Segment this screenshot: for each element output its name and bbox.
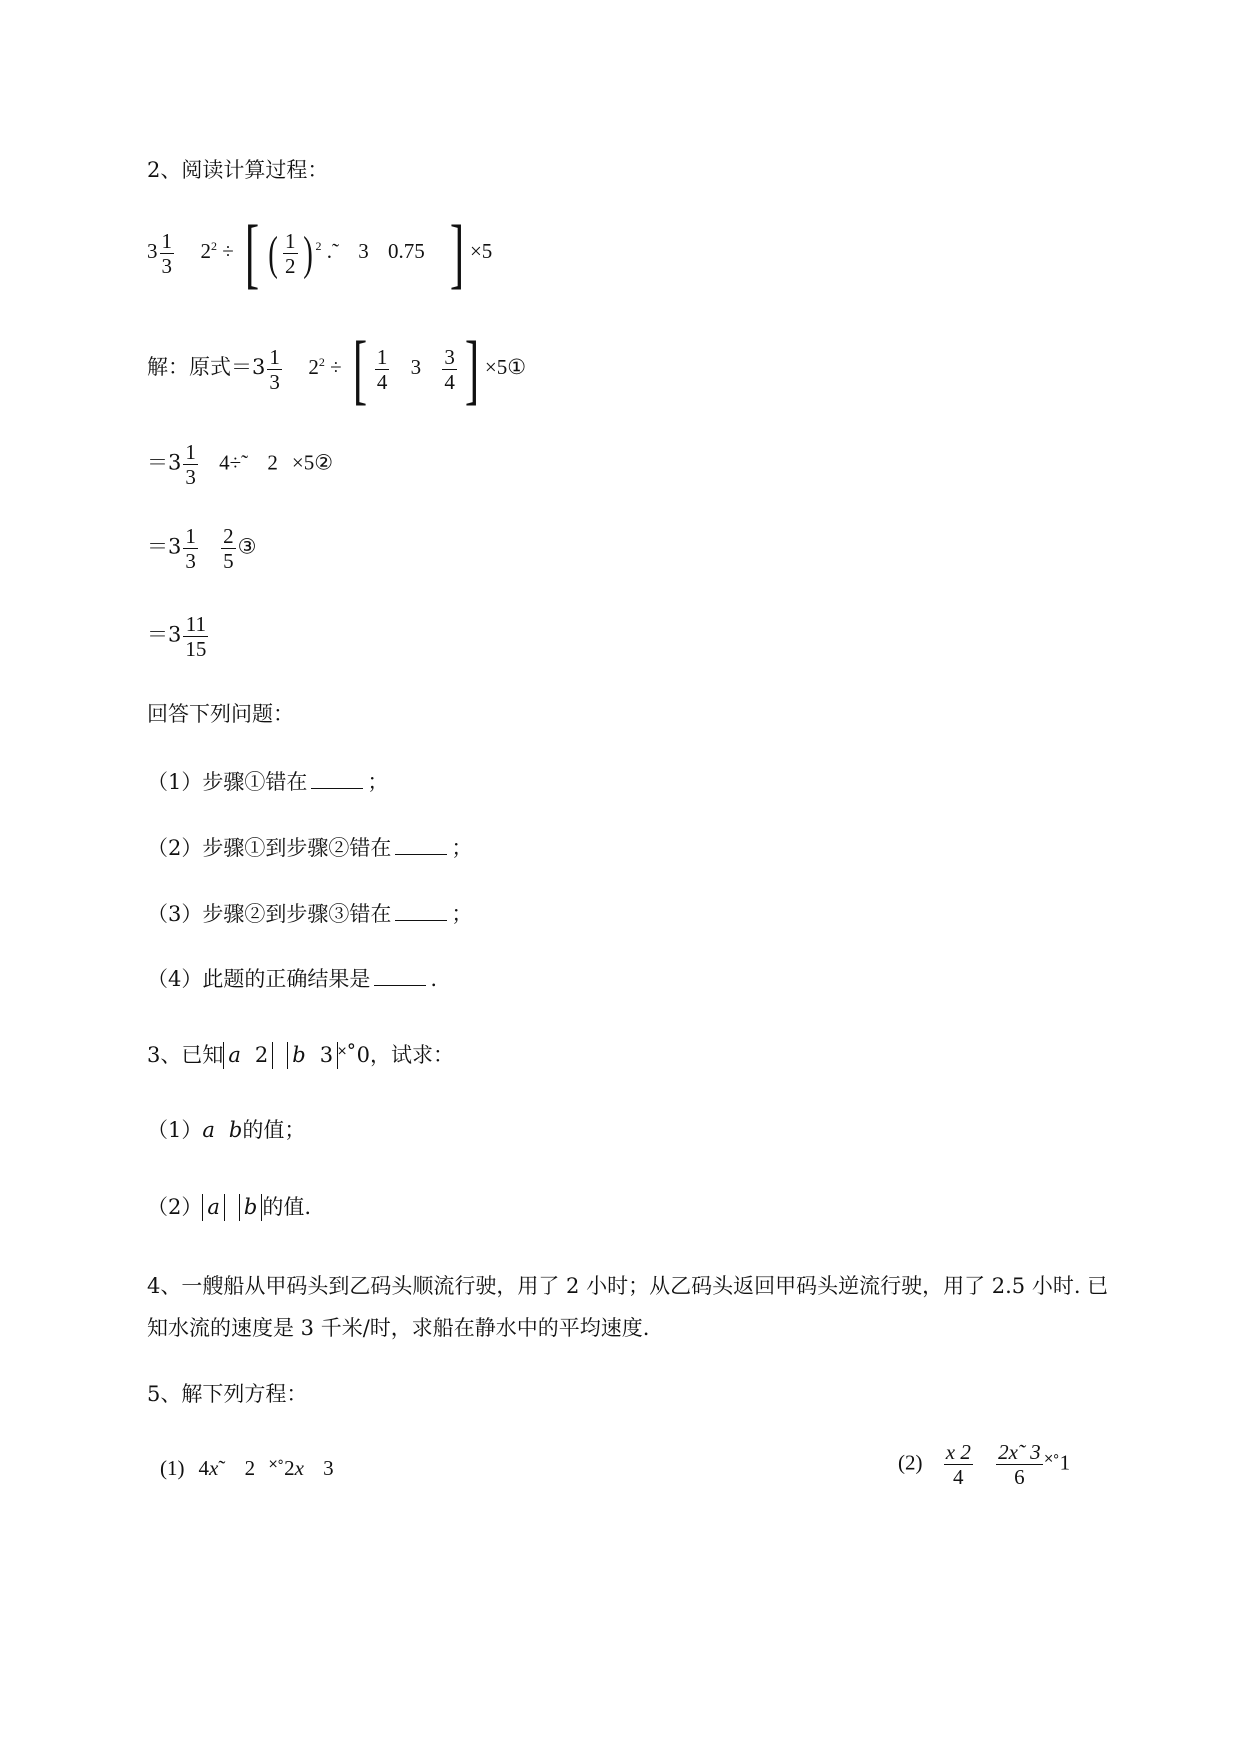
q3-part-1: （1）a b的值； [147,1118,306,1142]
q2-heading: 2、阅读计算过程： [147,158,329,182]
answer-blank[interactable] [311,770,363,789]
q5-equation-2: (2) $\frac{x 2}{4}$ $\frac{2x˜ 3}{6}$ ˟˚1 [898,1440,1071,1490]
answer-blank[interactable] [395,902,447,921]
q2-item-4: （4）此题的正确结果是 . [147,967,438,991]
q2-solution-step1: 解：原式＝3 $\frac{1}{3}$ $2^2$ ÷ [ $\frac{1}{4}$ 3 $\frac{3}{4}$ ] ×5① [147,325,527,412]
q4-line-1: 4、一艘船从甲码头到乙码头顺流行驶，用了 2 小时；从乙码头返回甲码头逆流行驶，用了 2.5 小时. 已 [147,1274,1109,1298]
q2-item-3: （3）步骤②到步骤③错在 ； [147,902,473,926]
q2-item-1: （1）步骤①错在 ； [147,770,389,794]
q4-line-2: 知水流的速度是 3 千米/时，求船在静水中的平均速度. [147,1316,650,1340]
q2-expression: 3 $\frac{1}{3}$ $2^2$ ÷ [ ( $\frac{1}{2}$ ) $^2$ .˜ 3 0.75 ] ×5 [147,209,493,296]
q3-heading: 3、已知 a 2 b 3 ˟˚0，试求： [147,1042,454,1069]
answer-blank[interactable] [374,967,426,986]
q2-solution-step3: ＝3 $\frac{1}{3}$ $\frac{2}{5}$ ③ [147,524,257,574]
q3-part-2: （2） a b 的值. [147,1194,311,1221]
q2-solution-step4: ＝3 $\frac{11}{15}$ [147,612,207,662]
q5-equation-1: (1) 4x˜ 2 ˟˚2x 3 [160,1456,334,1480]
q2-ask: 回答下列问题： [147,702,294,726]
q2-solution-step2: ＝3 $\frac{1}{3}$ 4÷˜ 2 ×5② [147,440,334,490]
q5-heading: 5、解下列方程： [147,1382,308,1406]
answer-blank[interactable] [395,836,447,855]
q2-item-2: （2）步骤①到步骤②错在 ； [147,836,473,860]
